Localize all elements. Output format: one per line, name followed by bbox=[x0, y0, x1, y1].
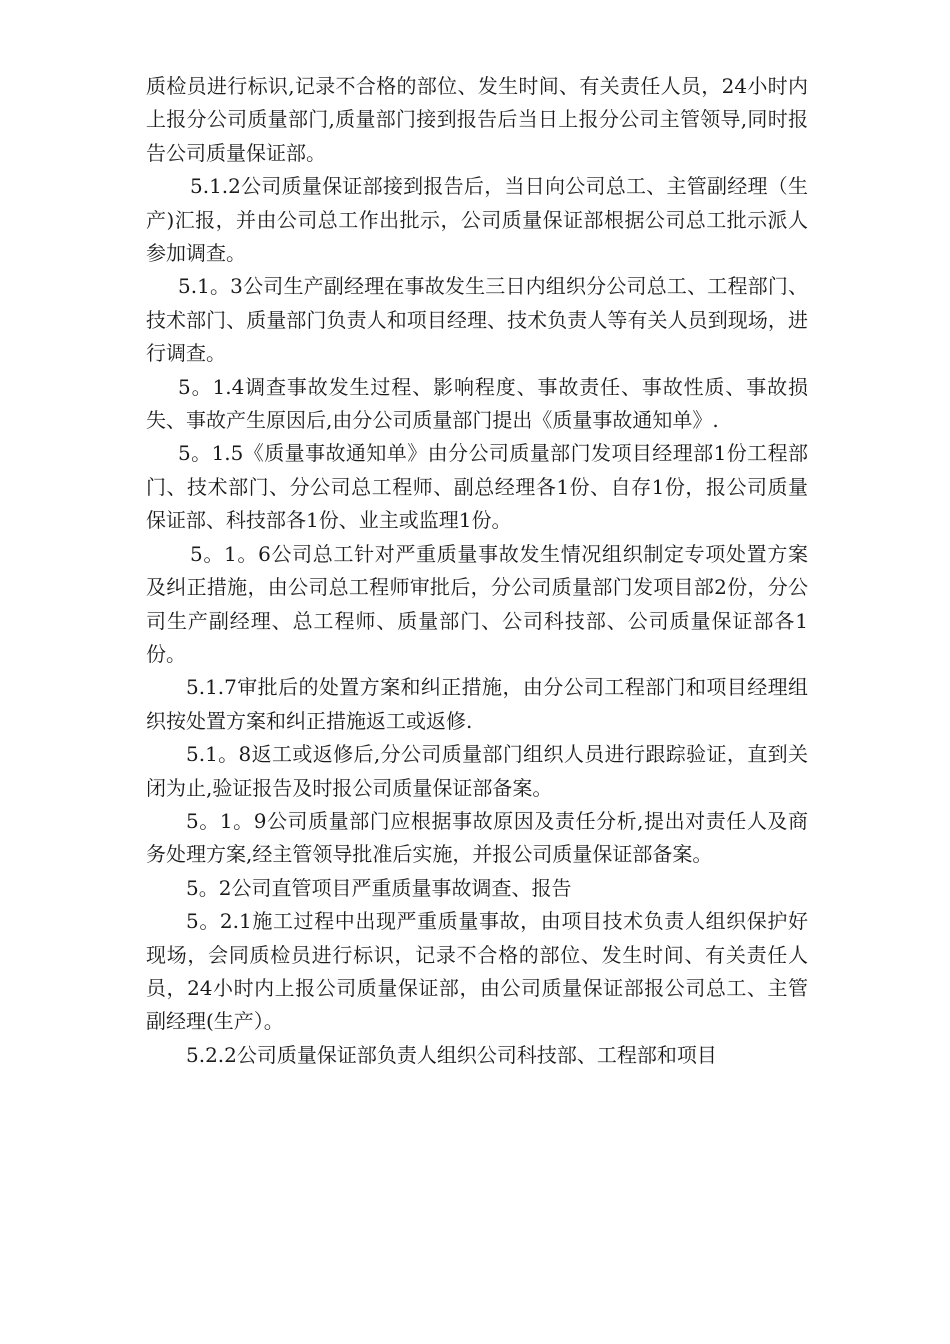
paragraph-5-2-2: 5.2.2公司质量保证部负责人组织公司科技部、工程部和项目 bbox=[186, 1042, 717, 1067]
paragraph-5-1-5: 5。1.5《质量事故通知单》由分公司质量部门发项目经理部1份工程部门、技术部门、分公司总工程师、副总经理各1份、自存1份，报公司质量保证部、科技部各1份、业主或监理1份。 bbox=[146, 441, 808, 533]
paragraph-5-1-6: 5。1。6公司总工针对严重质量事故发生情况组织制定专项处置方案及纠正措施，由公司总工程师审批后，分公司质量部门发项目部2份，分公司生产副经理、总工程师、质量部门、公司科技部、公司质量保证部各1份。 bbox=[146, 541, 808, 666]
paragraph-5-1-8: 5.1。8返工或返修后,分公司质量部门组织人员进行跟踪验证，直到关闭为止,验证报告及时报公司质量保证部备案。 bbox=[146, 742, 808, 800]
paragraph-5-1-9: 5。1。9公司质量部门应根据事故原因及责任分析,提出对责任人及商务处理方案,经主管领导批准后实施，并报公司质量保证部备案。 bbox=[146, 808, 808, 867]
paragraph-5-1-2: 5.1.2公司质量保证部接到报告后，当日向公司总工、主管副经理（生产)汇报，并由公司总工作出批示，公司质量保证部根据公司总工批示派人参加调查。 bbox=[146, 174, 808, 266]
document-body bbox=[146, 70, 808, 1072]
paragraph-5-1-3: 5.1。3公司生产副经理在事故发生三日内组织分公司总工、工程部门、技术部门、质量部门负责人和项目经理、技术负责人等有关人员到现场，进行调查。 bbox=[146, 274, 808, 366]
paragraph-5-1-4: 5。1.4调查事故发生过程、影响程度、事故责任、事故性质、事故损失、事故产生原因后,由分公司质量部门提出《质量事故通知单》. bbox=[146, 374, 808, 433]
paragraph-continuation: 质检员进行标识,记录不合格的部位、发生时间、有关责任人员，24小时内上报分公司质量部门,质量部门接到报告后当日上报分公司主管领导,同时报告公司质量保证部。 bbox=[146, 74, 808, 165]
paragraph-5-2-1: 5。2.1施工过程中出现严重质量事故，由项目技术负责人组织保护好现场，会同质检员进行标识，记录不合格的部位、发生时间、有关责任人员，24小时内上报公司质量保证部，由公司质量保证部报公司总工、主管副经理(生产）。 bbox=[146, 909, 808, 1034]
paragraph-5-1-7: 5.1.7审批后的处置方案和纠正措施，由分公司工程部门和项目经理组织按处置方案和纠正措施返工或返修. bbox=[146, 675, 808, 733]
section-heading-5-2: 5。2公司直管项目严重质量事故调查、报告 bbox=[186, 875, 572, 900]
